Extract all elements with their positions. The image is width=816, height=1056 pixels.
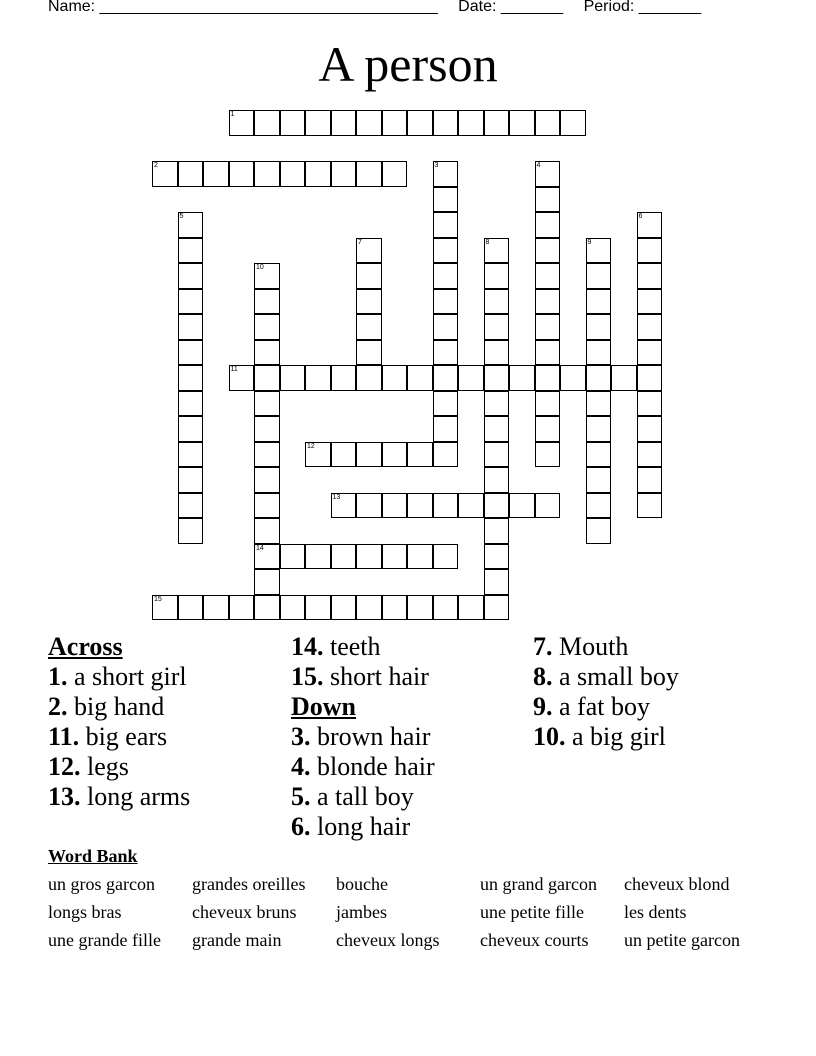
crossword-cell[interactable] xyxy=(535,340,561,366)
crossword-cell[interactable] xyxy=(433,340,459,366)
clue-num: 4. xyxy=(291,752,311,781)
crossword-cell[interactable] xyxy=(356,340,382,366)
crossword-cell[interactable] xyxy=(178,493,204,519)
crossword-cell[interactable] xyxy=(458,110,484,136)
crossword-cell[interactable] xyxy=(560,110,586,136)
clue-num: 14. xyxy=(291,632,324,661)
crossword-cell[interactable] xyxy=(535,416,561,442)
crossword-cell[interactable] xyxy=(484,595,510,621)
clue-num: 15. xyxy=(291,662,324,691)
clue-num: 12. xyxy=(48,752,81,781)
crossword-cell[interactable] xyxy=(484,365,510,391)
word-bank-item: longs bras xyxy=(48,902,122,922)
crossword-cell[interactable] xyxy=(433,595,459,621)
crossword-cell[interactable] xyxy=(535,238,561,264)
clue-text: Mouth xyxy=(552,632,629,661)
crossword-cell[interactable] xyxy=(407,544,433,570)
crossword-cell[interactable] xyxy=(637,416,663,442)
clue-num: 7. xyxy=(533,632,553,661)
crossword-cell[interactable] xyxy=(254,595,280,621)
crossword-cell[interactable] xyxy=(509,365,535,391)
crossword-cell[interactable] xyxy=(254,416,280,442)
clues-column-3 xyxy=(533,632,679,752)
clue-number: 10 xyxy=(256,264,264,271)
crossword-cell[interactable] xyxy=(407,442,433,468)
crossword-cell[interactable] xyxy=(254,289,280,315)
crossword-cell[interactable] xyxy=(280,365,306,391)
crossword-cell[interactable] xyxy=(178,212,204,238)
crossword-cell[interactable] xyxy=(254,263,280,289)
crossword-cell[interactable] xyxy=(484,518,510,544)
crossword-cell[interactable] xyxy=(433,289,459,315)
crossword-cell[interactable] xyxy=(254,314,280,340)
word-bank-item: cheveux courts xyxy=(480,930,589,950)
crossword-cell[interactable] xyxy=(229,595,255,621)
crossword-cell[interactable] xyxy=(356,289,382,315)
crossword-cell[interactable] xyxy=(178,467,204,493)
name-field[interactable]: Name: ______________________________________ xyxy=(48,0,438,15)
clue-num: 9. xyxy=(533,692,553,721)
crossword-cell[interactable] xyxy=(637,263,663,289)
crossword-cell[interactable] xyxy=(535,161,561,187)
crossword-cell[interactable] xyxy=(407,493,433,519)
clue-text: short hair xyxy=(323,662,429,691)
crossword-cell[interactable] xyxy=(484,314,510,340)
clue-number: 3 xyxy=(434,162,439,169)
crossword-cell[interactable] xyxy=(458,365,484,391)
clue-item xyxy=(48,722,190,752)
crossword-cell[interactable] xyxy=(203,595,229,621)
crossword-cell[interactable] xyxy=(484,340,510,366)
crossword-cell[interactable] xyxy=(254,442,280,468)
crossword-cell[interactable] xyxy=(178,161,204,187)
clue-number: 2 xyxy=(154,162,158,169)
crossword-cell[interactable] xyxy=(637,467,663,493)
crossword-cell[interactable] xyxy=(229,161,255,187)
crossword-cell[interactable] xyxy=(356,493,382,519)
clue-text: a fat boy xyxy=(552,692,650,721)
crossword-cell[interactable] xyxy=(535,314,561,340)
crossword-cell[interactable] xyxy=(356,595,382,621)
crossword-cell[interactable] xyxy=(305,544,331,570)
crossword-cell[interactable] xyxy=(254,569,280,595)
clue-text: long arms xyxy=(80,782,191,811)
crossword-cell[interactable] xyxy=(331,544,357,570)
clue-number: 8 xyxy=(485,238,490,246)
across-heading: Across xyxy=(48,632,123,661)
clue-text: legs xyxy=(80,752,129,781)
crossword-cell[interactable] xyxy=(484,467,510,493)
word-bank-item: cheveux blond xyxy=(624,874,730,894)
clue-item xyxy=(533,632,679,662)
crossword-cell[interactable] xyxy=(484,391,510,417)
clue-item xyxy=(533,662,679,692)
crossword-cell[interactable] xyxy=(433,110,459,136)
crossword-cell[interactable] xyxy=(433,544,459,570)
crossword-cell[interactable] xyxy=(254,544,280,570)
crossword-cell[interactable] xyxy=(356,365,382,391)
crossword-cell[interactable] xyxy=(433,365,459,391)
crossword-cell[interactable] xyxy=(382,365,408,391)
word-bank-item: grandes oreilles xyxy=(192,874,306,894)
clue-item xyxy=(48,692,190,722)
clue-number: 4 xyxy=(536,162,541,169)
crossword-cell[interactable] xyxy=(637,493,663,519)
crossword-cell[interactable] xyxy=(305,110,331,136)
crossword-cell[interactable] xyxy=(458,595,484,621)
crossword-cell[interactable] xyxy=(433,212,459,238)
clue-text: big hand xyxy=(67,692,165,721)
period-field[interactable]: Period: _______ xyxy=(583,0,702,15)
down-heading: Down xyxy=(291,692,357,721)
crossword-cell[interactable] xyxy=(305,161,331,187)
crossword-cell[interactable] xyxy=(535,289,561,315)
crossword-cell[interactable] xyxy=(178,365,204,391)
crossword-cell[interactable] xyxy=(229,110,255,136)
crossword-cell[interactable] xyxy=(484,263,510,289)
crossword-cell[interactable] xyxy=(280,595,306,621)
crossword-cell[interactable] xyxy=(586,365,612,391)
clue-number: 11 xyxy=(230,366,238,373)
clue-text: a big girl xyxy=(565,722,666,751)
clue-number: 5 xyxy=(179,213,184,220)
clue-num: 13. xyxy=(48,782,81,811)
crossword-cell[interactable] xyxy=(356,238,382,264)
crossword-cell[interactable] xyxy=(637,442,663,468)
crossword-cell[interactable] xyxy=(382,544,408,570)
crossword-cell[interactable] xyxy=(356,544,382,570)
date-field[interactable]: Date: _______ xyxy=(458,0,564,15)
clue-num: 6. xyxy=(291,812,311,841)
crossword-cell[interactable] xyxy=(458,493,484,519)
clue-num: 2. xyxy=(48,692,68,721)
clue-item xyxy=(48,662,190,692)
crossword-cell[interactable] xyxy=(254,340,280,366)
crossword-cell[interactable] xyxy=(178,238,204,264)
clue-num: 3. xyxy=(291,722,311,751)
crossword-cell[interactable] xyxy=(356,110,382,136)
crossword-cell[interactable] xyxy=(433,442,459,468)
crossword-cell[interactable] xyxy=(535,110,561,136)
crossword-cell[interactable] xyxy=(382,110,408,136)
crossword-cell[interactable] xyxy=(637,340,663,366)
crossword-cell[interactable] xyxy=(356,161,382,187)
crossword-cell[interactable] xyxy=(535,212,561,238)
word-bank-title: Word Bank xyxy=(48,846,138,866)
crossword-cell[interactable] xyxy=(484,544,510,570)
crossword-cell[interactable] xyxy=(382,595,408,621)
word-bank-item: bouche xyxy=(336,874,388,894)
word-bank-item: un grand garcon xyxy=(480,874,597,894)
crossword-cell[interactable] xyxy=(305,365,331,391)
clue-item xyxy=(291,662,435,692)
crossword-cell[interactable] xyxy=(254,493,280,519)
word-bank-item: un gros garcon xyxy=(48,874,155,894)
crossword-cell[interactable] xyxy=(586,340,612,366)
crossword-cell[interactable] xyxy=(433,161,459,187)
crossword-cell[interactable] xyxy=(509,493,535,519)
crossword-cell[interactable] xyxy=(560,365,586,391)
crossword-cell[interactable] xyxy=(178,595,204,621)
crossword-cell[interactable] xyxy=(331,161,357,187)
word-bank-item: un petite garcon xyxy=(624,930,740,950)
crossword-cell[interactable] xyxy=(586,493,612,519)
crossword-cell[interactable] xyxy=(586,238,612,264)
crossword-cell[interactable] xyxy=(178,518,204,544)
crossword-cell[interactable] xyxy=(178,442,204,468)
crossword-cell[interactable] xyxy=(331,442,357,468)
crossword-cell[interactable] xyxy=(535,391,561,417)
crossword-cell[interactable] xyxy=(433,263,459,289)
crossword-cell[interactable] xyxy=(535,263,561,289)
crossword-cell[interactable] xyxy=(178,263,204,289)
crossword-cell[interactable] xyxy=(152,161,178,187)
clue-item xyxy=(48,782,190,812)
clue-number: 1 xyxy=(230,111,235,118)
word-bank-item: les dents xyxy=(624,902,687,922)
crossword-cell[interactable] xyxy=(382,493,408,519)
crossword-cell[interactable] xyxy=(535,442,561,468)
crossword-cell[interactable] xyxy=(280,544,306,570)
word-bank-item: cheveux longs xyxy=(336,930,440,950)
crossword-cell[interactable] xyxy=(611,365,637,391)
crossword-cell[interactable] xyxy=(254,391,280,417)
clue-item xyxy=(291,632,435,662)
clue-text: brown hair xyxy=(310,722,431,751)
crossword-cell[interactable] xyxy=(484,110,510,136)
word-bank-item: cheveux bruns xyxy=(192,902,297,922)
crossword-cell[interactable] xyxy=(254,161,280,187)
crossword-cell[interactable] xyxy=(586,467,612,493)
crossword-cell[interactable] xyxy=(178,340,204,366)
clue-item xyxy=(291,812,435,842)
crossword-cell[interactable] xyxy=(331,365,357,391)
crossword-cell[interactable] xyxy=(535,493,561,519)
crossword-cell[interactable] xyxy=(586,263,612,289)
crossword-cell[interactable] xyxy=(178,289,204,315)
clue-number: 7 xyxy=(358,238,362,246)
crossword-cell[interactable] xyxy=(433,187,459,213)
crossword-cell[interactable] xyxy=(254,365,280,391)
crossword-cell[interactable] xyxy=(407,365,433,391)
crossword-cell[interactable] xyxy=(178,416,204,442)
crossword-cell[interactable] xyxy=(637,238,663,264)
crossword-cell[interactable] xyxy=(433,391,459,417)
crossword-cell[interactable] xyxy=(178,314,204,340)
clue-text: blonde hair xyxy=(310,752,435,781)
crossword-cell[interactable] xyxy=(382,442,408,468)
crossword-cell[interactable] xyxy=(433,314,459,340)
clue-num: 11. xyxy=(48,722,80,751)
crossword-cell[interactable] xyxy=(305,442,331,468)
clue-number: 13 xyxy=(332,493,341,501)
crossword-cell[interactable] xyxy=(331,493,357,519)
clue-item xyxy=(291,782,435,812)
crossword-cell[interactable] xyxy=(586,442,612,468)
crossword-cell[interactable] xyxy=(637,314,663,340)
crossword-cell[interactable] xyxy=(484,442,510,468)
clue-num: 10. xyxy=(533,722,566,751)
crossword-cell[interactable] xyxy=(484,416,510,442)
crossword-cell[interactable] xyxy=(407,595,433,621)
clue-item xyxy=(291,722,435,752)
crossword-cell[interactable] xyxy=(586,518,612,544)
clue-number: 9 xyxy=(587,238,592,246)
crossword-cell[interactable] xyxy=(484,238,510,264)
crossword-cell[interactable] xyxy=(229,365,255,391)
crossword-cell[interactable] xyxy=(178,391,204,417)
word-bank-item: jambes xyxy=(336,902,387,922)
crossword-cell[interactable] xyxy=(280,161,306,187)
word-bank-item: une grande fille xyxy=(48,930,161,950)
clue-item xyxy=(291,752,435,782)
clue-number: 12 xyxy=(307,442,315,450)
crossword-cell[interactable] xyxy=(382,161,408,187)
crossword-cell[interactable] xyxy=(586,416,612,442)
crossword-cell[interactable] xyxy=(484,569,510,595)
clue-number: 15 xyxy=(154,595,162,603)
clue-text: big ears xyxy=(79,722,168,751)
crossword-cell[interactable] xyxy=(509,110,535,136)
clue-item xyxy=(48,752,190,782)
crossword-cell[interactable] xyxy=(356,263,382,289)
crossword-cell[interactable] xyxy=(637,212,663,238)
crossword-cell[interactable] xyxy=(484,289,510,315)
clue-item xyxy=(533,692,679,722)
crossword-cell[interactable] xyxy=(637,365,663,391)
crossword-cell[interactable] xyxy=(433,238,459,264)
crossword-cell[interactable] xyxy=(586,289,612,315)
word-bank-item: une petite fille xyxy=(480,902,584,922)
crossword-cell[interactable] xyxy=(152,595,178,621)
clue-number: 14 xyxy=(256,544,264,552)
crossword-cell[interactable] xyxy=(254,518,280,544)
crossword-cell[interactable] xyxy=(433,493,459,519)
clue-text: a tall boy xyxy=(310,782,414,811)
crossword-cell[interactable] xyxy=(637,391,663,417)
crossword-cell[interactable] xyxy=(254,467,280,493)
clue-text: teeth xyxy=(323,632,381,661)
clues-column-2 xyxy=(291,632,435,842)
crossword-cell[interactable] xyxy=(356,442,382,468)
clue-num: 8. xyxy=(533,662,553,691)
crossword-cell[interactable] xyxy=(484,493,510,519)
crossword-cell[interactable] xyxy=(254,110,280,136)
crossword-cell[interactable] xyxy=(586,314,612,340)
crossword-cell[interactable] xyxy=(433,416,459,442)
clue-num: 5. xyxy=(291,782,311,811)
page-title: A person xyxy=(318,36,498,92)
crossword-cell[interactable] xyxy=(203,161,229,187)
clue-item xyxy=(533,722,679,752)
crossword-cell[interactable] xyxy=(331,595,357,621)
word-bank-item: grande main xyxy=(192,930,282,950)
crossword-cell[interactable] xyxy=(535,187,561,213)
crossword-cell[interactable] xyxy=(331,110,357,136)
crossword-cell[interactable] xyxy=(637,289,663,315)
crossword-cell[interactable] xyxy=(280,110,306,136)
crossword-cell[interactable] xyxy=(356,314,382,340)
clue-text: long hair xyxy=(310,812,411,841)
clue-text: a short girl xyxy=(67,662,187,691)
crossword-cell[interactable] xyxy=(586,391,612,417)
clues-column-1 xyxy=(48,632,190,812)
crossword-cell[interactable] xyxy=(305,595,331,621)
crossword-cell[interactable] xyxy=(407,110,433,136)
crossword-cell[interactable] xyxy=(535,365,561,391)
clue-text: a small boy xyxy=(552,662,679,691)
clue-num: 1. xyxy=(48,662,68,691)
clue-number: 6 xyxy=(638,213,643,220)
